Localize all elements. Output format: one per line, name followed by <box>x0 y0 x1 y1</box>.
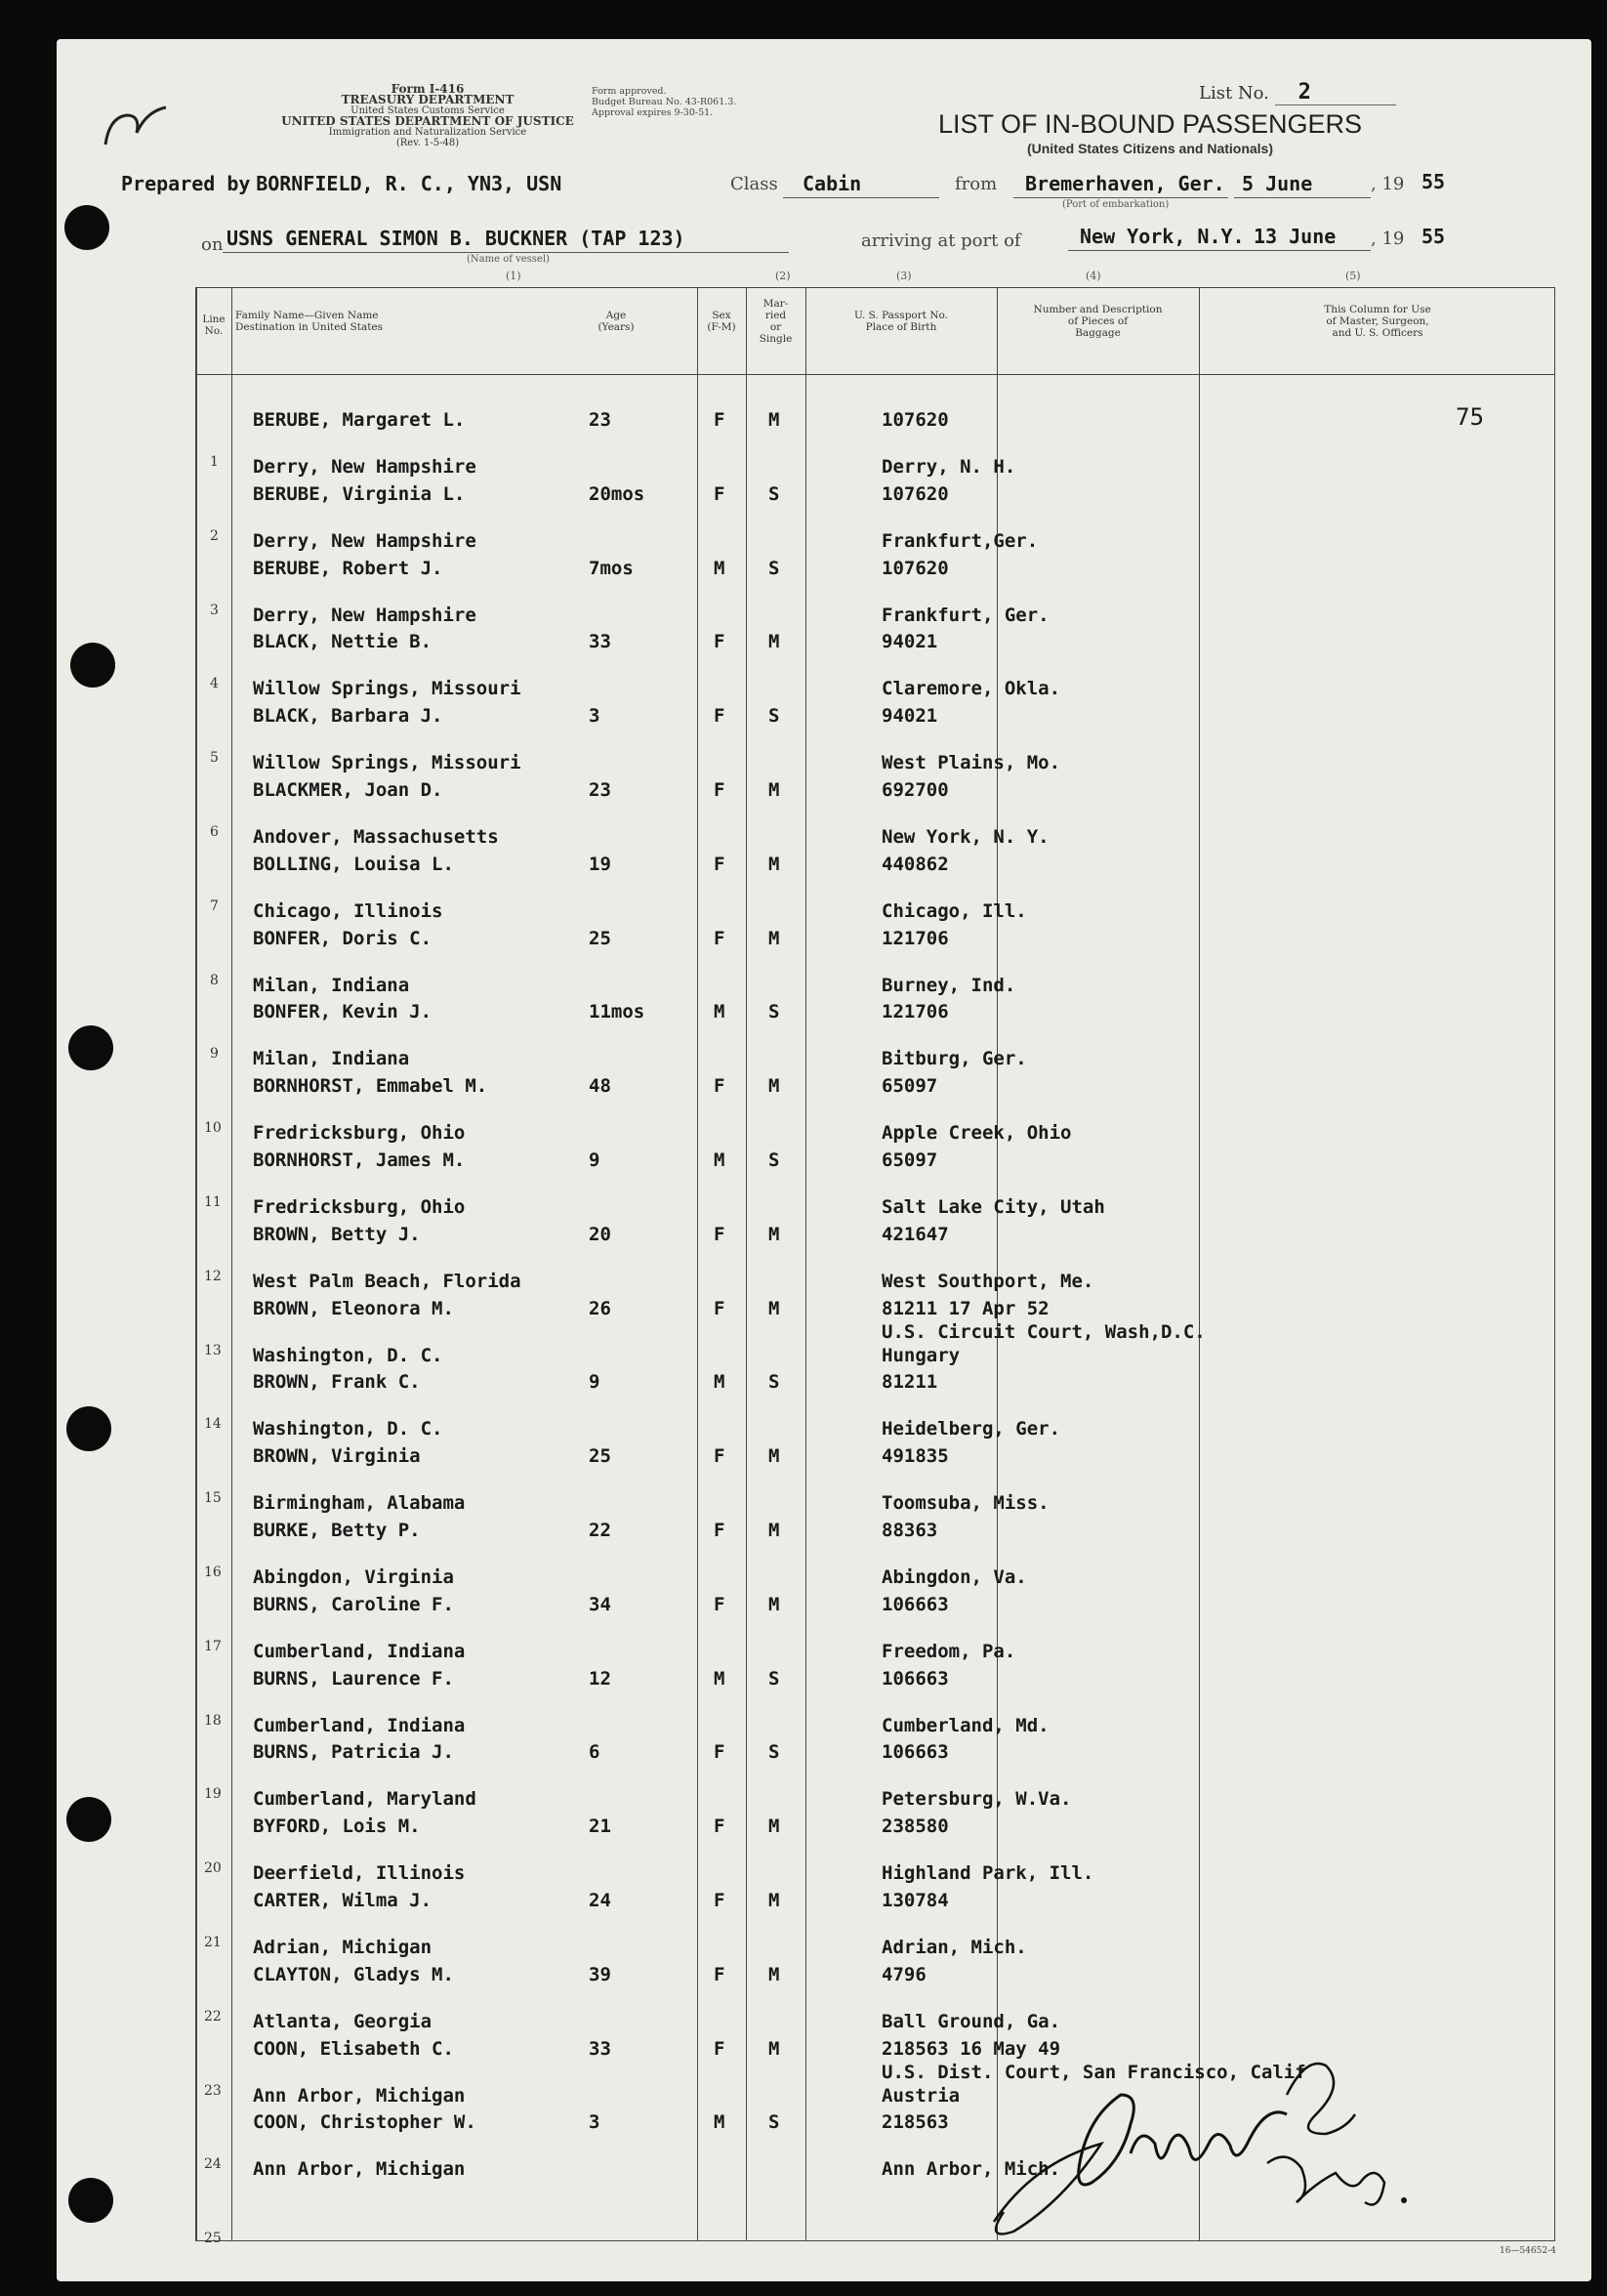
column-number: (2) <box>775 270 791 282</box>
passenger-age: 26 <box>589 1297 611 1319</box>
passenger-age: 25 <box>589 1445 611 1468</box>
line-number: 12 <box>204 1268 222 1284</box>
passenger-name: CARTER, Wilma J. <box>253 1890 433 1911</box>
passenger-marital-status: M <box>768 853 780 875</box>
passenger-age: 34 <box>589 1593 611 1615</box>
line-number: 21 <box>204 1935 222 1950</box>
passenger-passport: 121706 <box>882 1001 949 1023</box>
passenger-sex: F <box>714 779 725 801</box>
passenger-passport: 107620 <box>882 482 949 505</box>
passenger-age: 6 <box>589 1741 600 1764</box>
passenger-sex: F <box>714 1816 725 1838</box>
passenger-sex: M <box>714 2111 725 2134</box>
passenger-marital-status: S <box>768 482 780 505</box>
column-number: (5) <box>1345 270 1361 282</box>
line-number: 1 <box>210 454 219 470</box>
arrival-year-prefix: , 19 <box>1371 229 1405 249</box>
arrival-port: New York, N.Y. <box>1080 225 1245 248</box>
col-header-sex: Sex (F-M) <box>707 310 736 333</box>
line-number: 13 <box>204 1342 222 1358</box>
passenger-name: CLAYTON, Gladys M. <box>253 1963 454 1985</box>
class-label: Class <box>730 174 778 194</box>
passenger-name: BURNS, Laurence F. <box>253 1667 454 1690</box>
column-number: (4) <box>1086 270 1101 282</box>
passenger-destination: Cumberland, Maryland <box>253 1788 476 1811</box>
passenger-sex: F <box>714 853 725 875</box>
line-number: 19 <box>204 1786 222 1803</box>
passenger-birthplace: Bitburg, Ger. <box>882 1048 1027 1070</box>
passenger-destination: Milan, Indiana <box>253 974 410 996</box>
line-number: 11 <box>204 1194 222 1210</box>
passenger-sex: F <box>714 631 725 653</box>
passenger-sex: F <box>714 1445 725 1468</box>
line-number: 6 <box>210 824 219 840</box>
arriving-label: arriving at port of <box>861 230 1021 251</box>
punch-hole <box>68 1025 113 1070</box>
passenger-age: 11mos <box>589 1001 645 1023</box>
officer-count: 75 <box>1456 403 1484 431</box>
passenger-passport: 238580 <box>882 1816 949 1838</box>
passenger-name: BORNHORST, Emmabel M. <box>253 1075 488 1098</box>
pen-mark <box>98 98 176 156</box>
passenger-sex: F <box>714 1741 725 1764</box>
passenger-marital-status: S <box>768 1371 780 1394</box>
passenger-birthplace: Ball Ground, Ga. <box>882 2010 1061 2032</box>
column-number: (1) <box>506 270 521 282</box>
passenger-destination: Atlanta, Georgia <box>253 2010 433 2032</box>
passenger-destination: West Palm Beach, Florida <box>253 1270 521 1292</box>
from-label: from <box>955 174 998 194</box>
passenger-sex: F <box>714 409 725 431</box>
passenger-sex: F <box>714 927 725 949</box>
passenger-destination: Milan, Indiana <box>253 1048 410 1070</box>
passenger-birthplace: Apple Creek, Ohio <box>882 1122 1072 1145</box>
from-port: Bremerhaven, Ger. <box>1025 172 1225 195</box>
passenger-destination: Cumberland, Indiana <box>253 1640 466 1662</box>
passenger-marital-status: M <box>768 1593 780 1615</box>
passenger-marital-status: S <box>768 557 780 579</box>
passenger-name: BERUBE, Robert J. <box>253 557 443 579</box>
passenger-destination: Derry, New Hampshire <box>253 529 476 552</box>
passenger-name: COON, Christopher W. <box>253 2111 476 2134</box>
passenger-sex: F <box>714 482 725 505</box>
line-number: 20 <box>204 1860 222 1877</box>
line-number: 14 <box>204 1416 222 1433</box>
line-number: 7 <box>210 898 219 914</box>
line-number: 24 <box>204 2156 222 2173</box>
page-title: LIST OF IN-BOUND PASSENGERS <box>937 109 1363 139</box>
passenger-age: 3 <box>589 2111 600 2134</box>
line-number: 2 <box>210 527 219 544</box>
column-number: (3) <box>896 270 912 282</box>
passenger-table <box>195 287 1555 2247</box>
passenger-marital-status: M <box>768 1816 780 1838</box>
passenger-name: BLACK, Barbara J. <box>253 705 443 728</box>
passenger-birthplace: Hungary <box>882 1344 961 1366</box>
passenger-sex: F <box>714 1223 725 1245</box>
passenger-marital-status: M <box>768 1890 780 1911</box>
passenger-birthplace: Burney, Ind. <box>882 974 1016 996</box>
passenger-destination: Deerfield, Illinois <box>253 1862 466 1885</box>
passenger-age: 20mos <box>589 482 645 505</box>
passenger-destination: Washington, D. C. <box>253 1418 443 1440</box>
passenger-age: 22 <box>589 1520 611 1541</box>
passenger-passport: 106663 <box>882 1667 949 1690</box>
passenger-sex: F <box>714 1890 725 1911</box>
passenger-age: 21 <box>589 1816 611 1838</box>
passenger-birthplace: Adrian, Mich. <box>882 1937 1027 1958</box>
passenger-destination: Willow Springs, Missouri <box>253 752 521 774</box>
passenger-age: 23 <box>589 409 611 431</box>
passenger-age: 39 <box>589 1963 611 1985</box>
passenger-name: BLACK, Nettie B. <box>253 631 433 653</box>
col-header-passport: U. S. Passport No. Place of Birth <box>854 310 948 333</box>
arrival-year: 55 <box>1422 225 1446 248</box>
punch-hole <box>68 2178 113 2223</box>
col-header-name: Family Name—Given Name Destination in United States <box>235 310 384 333</box>
passenger-destination: Andover, Massachusetts <box>253 826 499 848</box>
form-footnote: 16—54652-4 <box>1500 2246 1556 2256</box>
passenger-sex: M <box>714 1001 725 1023</box>
passenger-name: BROWN, Eleonora M. <box>253 1297 454 1319</box>
passenger-name: BOLLING, Louisa L. <box>253 853 454 875</box>
passenger-passport: 81211 <box>882 1371 938 1394</box>
passenger-name: BURKE, Betty P. <box>253 1520 421 1541</box>
arrival-date: 13 June <box>1254 225 1337 248</box>
passenger-birthplace: Chicago, Ill. <box>882 899 1027 922</box>
passenger-marital-status: M <box>768 779 780 801</box>
passenger-destination: Ann Arbor, Michigan <box>253 2084 466 2107</box>
passenger-sex: F <box>714 1963 725 1985</box>
passenger-birthplace: Cumberland, Md. <box>882 1714 1050 1736</box>
passenger-birthplace: Toomsuba, Miss. <box>882 1492 1050 1515</box>
passenger-age: 33 <box>589 631 611 653</box>
punch-hole <box>66 1797 111 1842</box>
passenger-marital-status: S <box>768 1741 780 1764</box>
passenger-name: BROWN, Virginia <box>253 1445 421 1468</box>
passenger-destination: Fredricksburg, Ohio <box>253 1122 466 1145</box>
punch-hole <box>66 1406 111 1451</box>
passenger-birthplace: Ann Arbor, Mich. <box>882 2158 1061 2181</box>
passenger-passport: 4796 <box>882 1963 927 1985</box>
passenger-sex: F <box>714 2037 725 2060</box>
passenger-sex: F <box>714 1520 725 1541</box>
line-number: 16 <box>204 1565 222 1580</box>
passenger-age: 9 <box>589 1149 600 1171</box>
passenger-name: BROWN, Betty J. <box>253 1223 421 1245</box>
line-number: 17 <box>204 1638 222 1654</box>
passenger-passport: 692700 <box>882 779 949 801</box>
passenger-passport: 421647 <box>882 1223 949 1245</box>
line-number: 3 <box>210 602 219 618</box>
passenger-name: BROWN, Frank C. <box>253 1371 421 1394</box>
passenger-marital-status: M <box>768 1223 780 1245</box>
punch-hole <box>64 205 109 250</box>
manifest-page <box>57 39 1591 2281</box>
passenger-destination: Adrian, Michigan <box>253 1937 433 1958</box>
passenger-age: 19 <box>589 853 611 875</box>
passenger-name: BORNHORST, James M. <box>253 1149 466 1171</box>
passenger-birthplace: Salt Lake City, Utah <box>882 1196 1105 1218</box>
passenger-destination: Ann Arbor, Michigan <box>253 2158 466 2181</box>
passenger-birthplace: Frankfurt,Ger. <box>882 529 1039 552</box>
approval-notice: Form approved. Budget Bureau No. 43-R061.3. Approval expires 9-30-51. <box>592 86 737 118</box>
vessel-name: USNS GENERAL SIMON B. BUCKNER (TAP 123) <box>227 227 685 250</box>
passenger-age: 23 <box>589 779 611 801</box>
passenger-marital-status: M <box>768 1075 780 1098</box>
vessel-caption: (Name of vessel) <box>467 254 550 265</box>
passenger-passport: 107620 <box>882 409 949 431</box>
passenger-marital-status: S <box>768 2111 780 2134</box>
passenger-birthplace: West Plains, Mo. <box>882 752 1061 774</box>
line-number: 8 <box>210 972 219 988</box>
col-header-officer: This Column for Use of Master, Surgeon, and U. S. Officers <box>1324 304 1431 339</box>
passenger-destination: Derry, New Hampshire <box>253 604 476 626</box>
passenger-destination: Fredricksburg, Ohio <box>253 1196 466 1218</box>
passenger-age: 25 <box>589 927 611 949</box>
passenger-passport: 106663 <box>882 1593 949 1615</box>
passenger-marital-status: M <box>768 2037 780 2060</box>
passenger-birthplace: Austria <box>882 2084 961 2107</box>
line-number: 18 <box>204 1712 222 1729</box>
punch-hole <box>70 643 115 688</box>
passenger-sex: M <box>714 1667 725 1690</box>
line-number: 9 <box>210 1046 219 1063</box>
passenger-sex: M <box>714 1149 725 1171</box>
passenger-marital-status: S <box>768 705 780 728</box>
passenger-age: 48 <box>589 1075 611 1098</box>
passenger-marital-status: M <box>768 1297 780 1319</box>
line-number: 10 <box>204 1120 222 1137</box>
line-number: 25 <box>204 2231 222 2247</box>
passenger-passport: 88363 <box>882 1520 938 1541</box>
line-number: 23 <box>204 2082 222 2099</box>
passenger-naturalization-note: U.S. Circuit Court, Wash,D.C. <box>882 1320 1206 1343</box>
passenger-sex: F <box>714 1297 725 1319</box>
line-number: 4 <box>210 676 219 692</box>
passenger-passport: 491835 <box>882 1445 949 1468</box>
passenger-destination: Chicago, Illinois <box>253 899 443 922</box>
signature <box>974 2036 1443 2241</box>
passenger-passport: 65097 <box>882 1075 938 1098</box>
passenger-name: BURNS, Patricia J. <box>253 1741 454 1764</box>
line-number: 5 <box>210 750 219 767</box>
col-header-line: Line No. <box>202 313 226 337</box>
passenger-age: 33 <box>589 2037 611 2060</box>
depart-year-prefix: , 19 <box>1371 174 1405 194</box>
col-header-married: Mar- ried or Single <box>759 298 793 345</box>
passenger-passport: 94021 <box>882 631 938 653</box>
passenger-age: 12 <box>589 1667 611 1690</box>
passenger-passport: 81211 17 Apr 52 <box>882 1297 1050 1319</box>
on-label: on <box>201 234 224 255</box>
passenger-age: 7mos <box>589 557 634 579</box>
passenger-birthplace: Highland Park, Ill. <box>882 1862 1094 1885</box>
passenger-sex: M <box>714 1371 725 1394</box>
class-value: Cabin <box>803 172 862 195</box>
passenger-passport: 440862 <box>882 853 949 875</box>
passenger-name: COON, Elisabeth C. <box>253 2037 454 2060</box>
passenger-age: 24 <box>589 1890 611 1911</box>
passenger-destination: Derry, New Hampshire <box>253 456 476 478</box>
passenger-birthplace: Abingdon, Va. <box>882 1566 1027 1588</box>
line-number: 22 <box>204 2008 222 2025</box>
page-subtitle: (United States Citizens and Nationals) <box>1026 141 1274 156</box>
passenger-birthplace: Heidelberg, Ger. <box>882 1418 1061 1440</box>
passenger-name: BERUBE, Virginia L. <box>253 482 466 505</box>
col-header-baggage: Number and Description of Pieces of Baggage <box>1033 304 1163 339</box>
passenger-name: BURNS, Caroline F. <box>253 1593 454 1615</box>
passenger-age: 9 <box>589 1371 600 1394</box>
passenger-marital-status: S <box>768 1001 780 1023</box>
passenger-destination: Abingdon, Virginia <box>253 1566 454 1588</box>
passenger-birthplace: Petersburg, W.Va. <box>882 1788 1072 1811</box>
list-number: List No. 2 <box>1199 80 1396 105</box>
prepared-by-label: Prepared by BORNFIELD, R. C., YN3, USN <box>121 172 562 195</box>
passenger-passport: 106663 <box>882 1741 949 1764</box>
passenger-passport: 107620 <box>882 557 949 579</box>
passenger-marital-status: S <box>768 1149 780 1171</box>
passenger-name: BERUBE, Margaret L. <box>253 409 466 431</box>
col-header-age: Age (Years) <box>597 310 635 333</box>
depart-year: 55 <box>1422 170 1446 193</box>
passenger-birthplace: Frankfurt, Ger. <box>882 604 1050 626</box>
passenger-destination: Birmingham, Alabama <box>253 1492 466 1515</box>
passenger-name: BYFORD, Lois M. <box>253 1816 421 1838</box>
passenger-passport: 218563 16 May 49 <box>882 2037 1061 2060</box>
passenger-name: BLACKMER, Joan D. <box>253 779 443 801</box>
passenger-age: 20 <box>589 1223 611 1245</box>
form-agency-info: Form I-416 TREASURY DEPARTMENT United States Customs Service UNITED STATES DEPARTMENT OF JUSTICE Immigration and Naturalization Service (Rev. 1-5-48) <box>281 82 574 148</box>
passenger-marital-status: M <box>768 927 780 949</box>
passenger-birthplace: Claremore, Okla. <box>882 678 1061 700</box>
passenger-marital-status: M <box>768 1520 780 1541</box>
passenger-marital-status: M <box>768 409 780 431</box>
line-number: 15 <box>204 1490 222 1507</box>
passenger-name: BONFER, Kevin J. <box>253 1001 433 1023</box>
passenger-sex: M <box>714 557 725 579</box>
depart-date: 5 June <box>1242 172 1313 195</box>
passenger-sex: F <box>714 1075 725 1098</box>
port-embark-caption: (Port of embarkation) <box>1062 199 1170 210</box>
passenger-marital-status: M <box>768 631 780 653</box>
passenger-naturalization-note: U.S. Dist. Court, San Francisco, Calif <box>882 2061 1306 2083</box>
passenger-marital-status: M <box>768 1445 780 1468</box>
passenger-marital-status: S <box>768 1667 780 1690</box>
passenger-sex: F <box>714 1593 725 1615</box>
passenger-destination: Washington, D. C. <box>253 1344 443 1366</box>
passenger-birthplace: Derry, N. H. <box>882 456 1016 478</box>
passenger-passport: 218563 <box>882 2111 949 2134</box>
passenger-birthplace: West Southport, Me. <box>882 1270 1094 1292</box>
passenger-destination: Cumberland, Indiana <box>253 1714 466 1736</box>
passenger-name: BONFER, Doris C. <box>253 927 433 949</box>
passenger-passport: 121706 <box>882 927 949 949</box>
passenger-age: 3 <box>589 705 600 728</box>
passenger-destination: Willow Springs, Missouri <box>253 678 521 700</box>
passenger-marital-status: M <box>768 1963 780 1985</box>
passenger-passport: 130784 <box>882 1890 949 1911</box>
passenger-birthplace: Freedom, Pa. <box>882 1640 1016 1662</box>
passenger-passport: 65097 <box>882 1149 938 1171</box>
passenger-birthplace: New York, N. Y. <box>882 826 1050 848</box>
passenger-sex: F <box>714 705 725 728</box>
passenger-passport: 94021 <box>882 705 938 728</box>
